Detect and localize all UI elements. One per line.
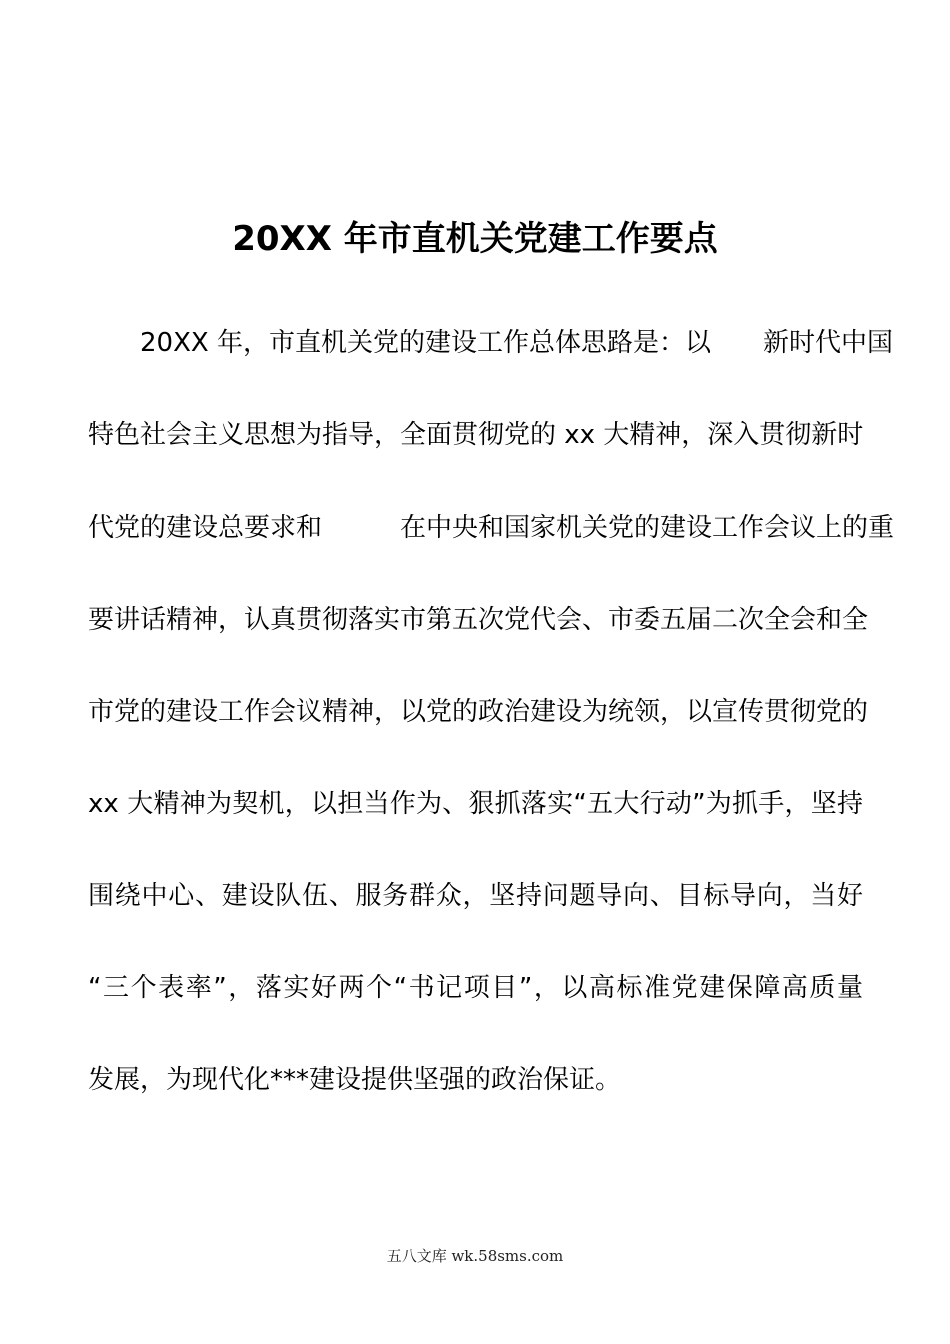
document-title: 20XX 年市直机关党建工作要点 — [232, 219, 718, 259]
paragraph-line: 围绕中心、建设队伍、服务群众，坚持问题导向、目标导向，当好 — [88, 881, 863, 911]
footer-watermark-text: 五八文库 wk.58sms.com — [386, 1247, 564, 1265]
paragraph-line: 要讲话精神，认真贯彻落实市第五次党代会、市委五届二次全会和全 — [88, 605, 869, 635]
paragraph-line: “三个表率”，落实好两个“书记项目”，以高标准党建保障高质量 — [88, 973, 863, 1003]
paragraph-line: 市党的建设工作会议精神，以党的政治建设为统领，以宣传贯彻党的 — [88, 697, 869, 727]
paragraph-line: 特色社会主义思想为指导，全面贯彻党的 xx 大精神，深入贯彻新时 — [88, 420, 864, 450]
paragraph-line: xx 大精神为契机，以担当作为、狠抓落实“五大行动”为抓手，坚持 — [88, 789, 863, 819]
paragraph-line: 20XX 年，市直机关党的建设工作总体思路是：以 新时代中国 — [140, 328, 893, 358]
paragraph-line: 代党的建设总要求和 在中央和国家机关党的建设工作会议上的重 — [88, 513, 895, 543]
paragraph-line: 发展，为现代化***建设提供坚强的政治保证。 — [88, 1065, 622, 1095]
